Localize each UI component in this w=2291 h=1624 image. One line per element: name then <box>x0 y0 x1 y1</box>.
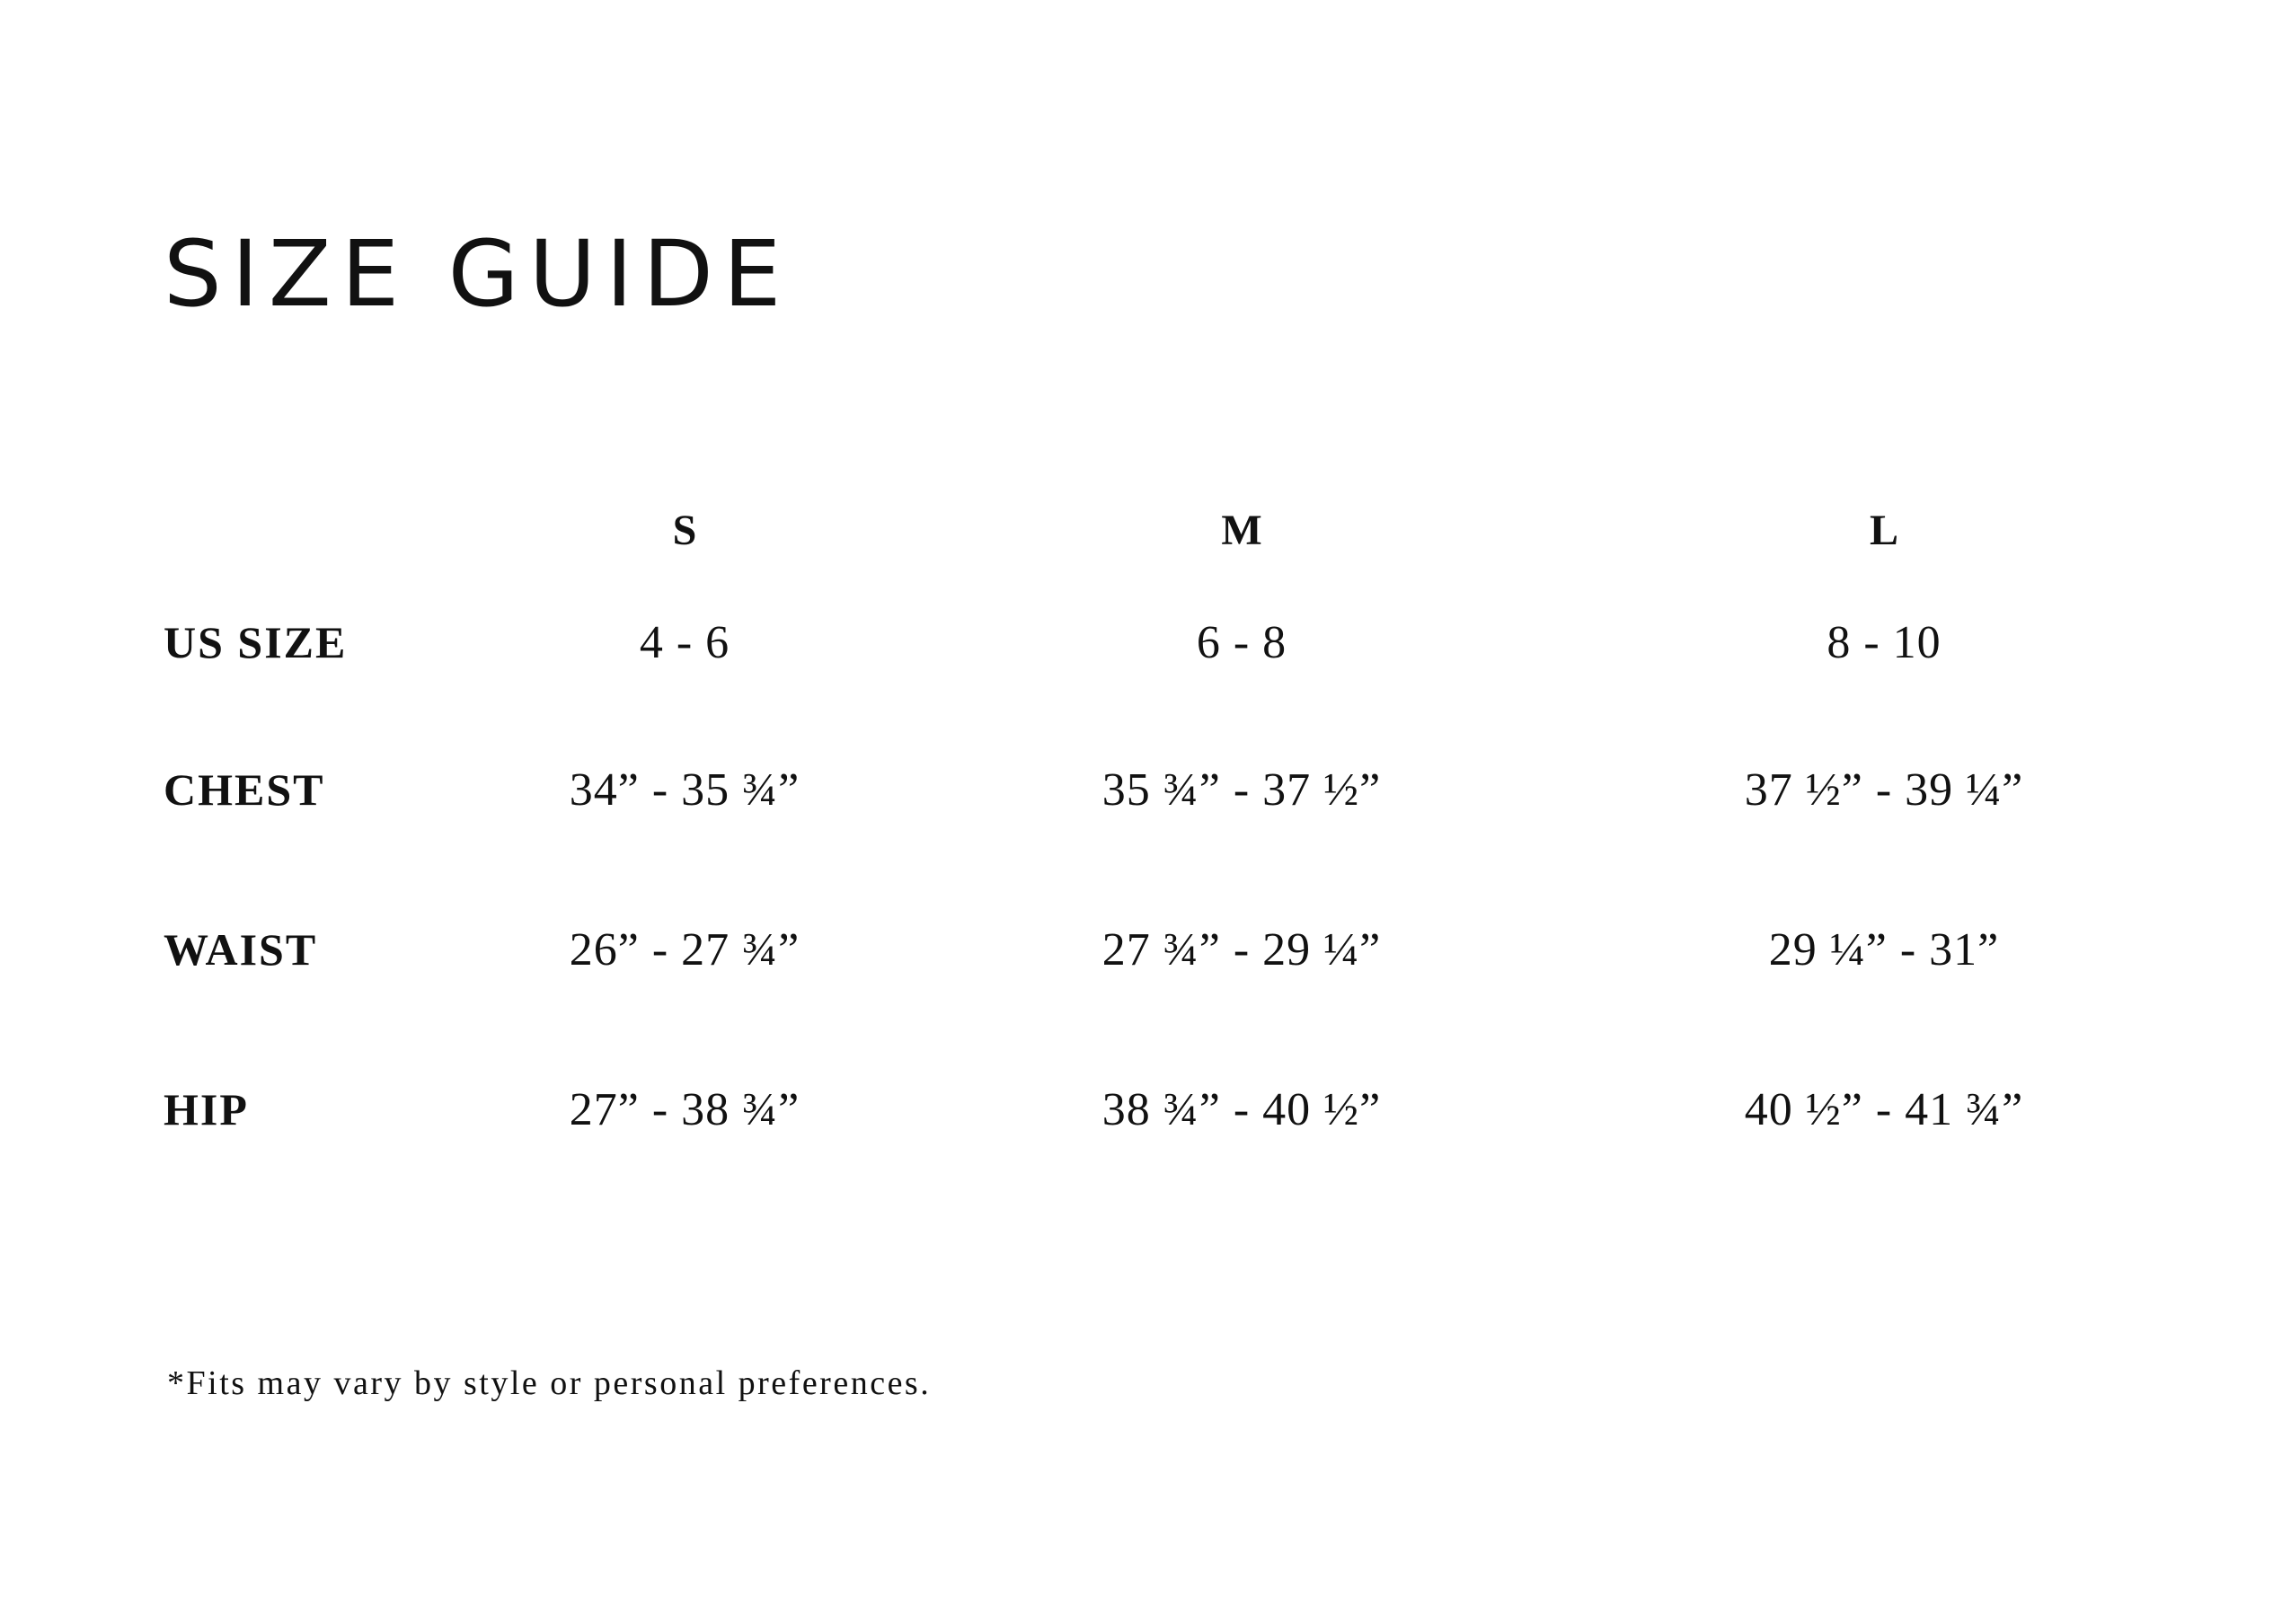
row-label-waist: WAIST <box>164 924 318 975</box>
fit-disclaimer-footnote: *Fits may vary by style or personal preferences. <box>167 1364 932 1402</box>
row-label-hip: HIP <box>164 1084 249 1134</box>
us-size-s-value: 4 - 6 <box>639 616 730 668</box>
page-title: SIZE GUIDE <box>164 221 792 328</box>
hip-s-value: 27” - 38 ¾” <box>569 1083 801 1135</box>
table-row-us-size <box>164 575 2140 710</box>
chest-l-value: 37 ½” - 39 ¼” <box>1744 763 2024 816</box>
us-size-m-value: 6 - 8 <box>1196 616 1287 668</box>
table-row-chest <box>164 710 2140 869</box>
us-size-l-value: 8 - 10 <box>1827 616 1942 668</box>
row-label-us-size: US SIZE <box>164 617 348 667</box>
chest-s-value: 34” - 35 ¾” <box>569 763 801 816</box>
waist-l-value: 29 ¼” - 31” <box>1768 923 2000 975</box>
waist-s-value: 26” - 27 ¾” <box>569 923 801 975</box>
size-header-row <box>164 485 2140 575</box>
chest-m-value: 35 ¾” - 37 ½” <box>1101 763 1382 816</box>
column-header-l: L <box>1869 506 1898 554</box>
header-corner <box>164 485 514 575</box>
hip-l-value: 40 ½” - 41 ¾” <box>1744 1083 2024 1135</box>
table-row-hip <box>164 1029 2140 1189</box>
waist-m-value: 27 ¾” - 29 ¼” <box>1101 923 1382 975</box>
row-label-chest: CHEST <box>164 764 325 815</box>
column-header-m: M <box>1221 506 1262 554</box>
size-table <box>164 485 2140 1189</box>
column-header-s: S <box>672 506 697 554</box>
hip-m-value: 38 ¾” - 40 ½” <box>1101 1083 1382 1135</box>
table-row-waist <box>164 869 2140 1029</box>
